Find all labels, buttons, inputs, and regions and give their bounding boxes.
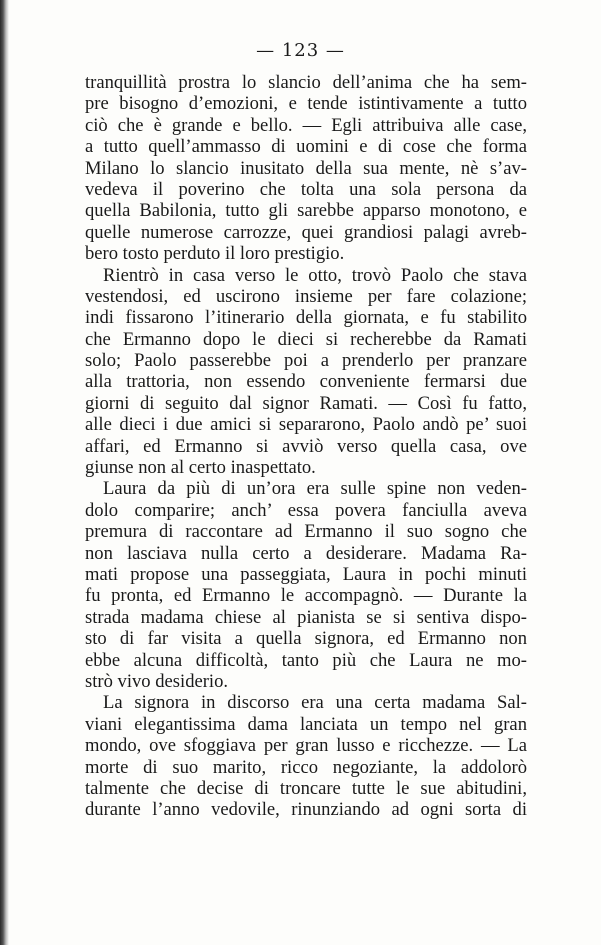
text-line: Laura da più di un’ora era sulle spine non veden- (103, 478, 527, 500)
text-line: alle dieci i due amici si separarono, Paolo andò pe’ suoi (85, 414, 527, 436)
text-line: sto di far visita a quella signora, ed Ermanno non (85, 628, 527, 650)
text-line: dolo comparire; anch’ essa povera fanciulla aveva (85, 499, 527, 521)
text-line: morte di suo marito, ricco negoziante, la addolorò (85, 756, 527, 778)
text-line: strada madama chiese al pianista se si sentiva dispo- (85, 606, 527, 628)
text-line: durante l’anno vedovile, rinunziando ad ogni sorta di (85, 799, 527, 821)
page-spine-edge (0, 0, 9, 945)
text-line: Milano lo slancio inusitato della sua mente, nè s’av- (85, 157, 527, 179)
text-line: giorni di seguito dal signor Ramati. — Così fu fatto, (85, 392, 527, 414)
text-line: talmente che decise di troncare tutte le sue abitudini, (85, 777, 527, 799)
text-line: pre bisogno d’emozioni, e tende istintivamente a tutto (85, 93, 527, 115)
text-line: ciò che è grande e bello. — Egli attribuiva alle case, (85, 114, 527, 136)
text-line: Rientrò in casa verso le otto, trovò Paolo che stava (103, 264, 527, 286)
text-line: alla trattoria, non essendo conveniente fermarsi due (85, 371, 527, 393)
text-line: fu pronta, ed Ermanno le accompagnò. — Durante la (85, 585, 527, 607)
body-text (85, 72, 527, 821)
text-line: quelle numerose carrozze, quei grandiosi palagi avreb- (85, 221, 527, 243)
text-line: quella Babilonia, tutto gli sarebbe apparso monotono, e (85, 200, 527, 222)
text-line: mondo, ove sfoggiava per gran lusso e ricchezze. — La (85, 735, 527, 757)
text-line: ebbe alcuna difficoltà, tanto più che Laura ne mo- (85, 649, 527, 671)
page-number: — 123 — (256, 40, 345, 61)
text-line: premura di raccontare ad Ermanno il suo sogno che (85, 521, 527, 543)
text-line: a tutto quell’ammasso di uomini e di cose che forma (85, 136, 527, 158)
text-line: bero tosto perduto il loro prestigio. (85, 243, 345, 265)
text-line: mati propose una passeggiata, Laura in pochi minuti (85, 563, 527, 585)
text-line: strò vivo desiderio. (85, 670, 229, 692)
text-line: La signora in discorso era una certa madama Sal- (103, 692, 527, 714)
text-line: solo; Paolo passerebbe poi a prenderlo per pranzare (85, 350, 527, 372)
text-line: viani elegantissima dama lanciata un tempo nel gran (85, 713, 527, 735)
text-line: vedeva il poverino che tolta una sola persona da (85, 178, 527, 200)
text-line: tranquillità prostra lo slancio dell’anima che ha sem- (85, 72, 527, 93)
text-line: che Ermanno dopo le dieci si recherebbe da Ramati (85, 328, 527, 350)
text-line: giunse non al certo inaspettato. (85, 457, 316, 479)
text-line: vestendosi, ed uscirono insieme per fare colazione; (85, 285, 527, 307)
text-line: non lasciava nulla certo a desiderare. Madama Ra- (85, 542, 527, 564)
text-line: affari, ed Ermanno si avviò verso quella casa, ove (85, 435, 527, 457)
text-line: indi fissarono l’itinerario della giornata, e fu stabilito (85, 307, 527, 329)
